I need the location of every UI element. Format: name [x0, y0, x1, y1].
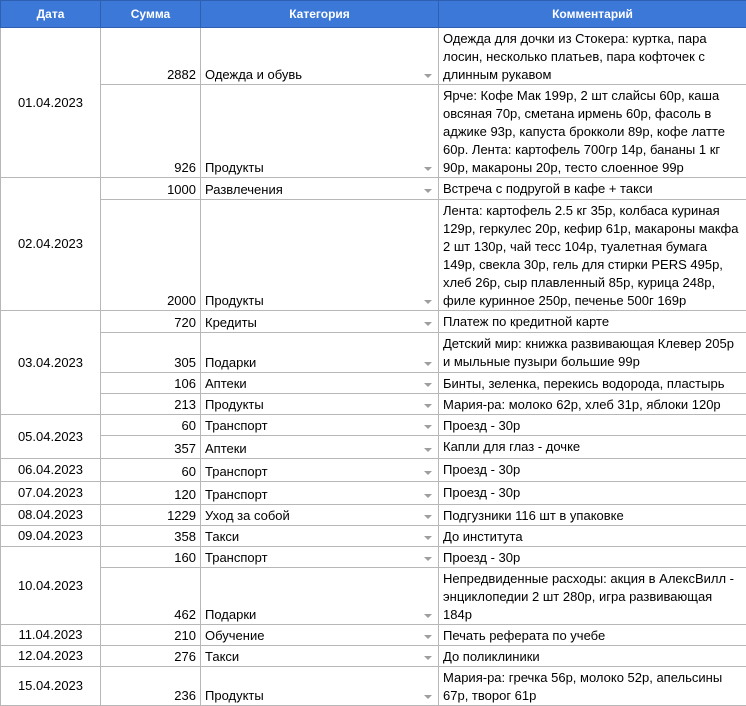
dropdown-arrow-icon[interactable] [424, 656, 432, 660]
table-row [1, 568, 746, 625]
table-row [1, 505, 746, 526]
comment-cell[interactable]: Подгузники 116 шт в упаковке [439, 505, 746, 526]
category-label: Кредиты [205, 315, 257, 330]
dropdown-arrow-icon[interactable] [424, 74, 432, 78]
dropdown-arrow-icon[interactable] [424, 425, 432, 429]
dropdown-arrow-icon[interactable] [424, 515, 432, 519]
comment-cell[interactable]: Детский мир: книжка развивающая Клевер 205р и мыльные пузыри большие 99р [439, 333, 746, 373]
category-label: Такси [205, 529, 239, 544]
category-cell[interactable] [201, 394, 439, 415]
date-cell[interactable]: 06.04.2023 [1, 459, 101, 482]
date-cell[interactable]: 10.04.2023 [1, 547, 101, 625]
sum-cell[interactable]: 60 [101, 415, 201, 436]
table-row [1, 667, 746, 706]
category-label: Транспорт [205, 550, 268, 565]
sum-cell[interactable]: 160 [101, 547, 201, 568]
sum-cell[interactable]: 305 [101, 333, 201, 373]
category-cell[interactable] [201, 526, 439, 547]
date-cell[interactable]: 01.04.2023 [1, 28, 101, 178]
category-label: Аптеки [205, 441, 247, 456]
category-cell[interactable] [201, 459, 439, 482]
dropdown-arrow-icon[interactable] [424, 536, 432, 540]
comment-cell[interactable]: Бинты, зеленка, перекись водорода, пластырь [439, 373, 746, 394]
table-row [1, 373, 746, 394]
comment-cell[interactable]: До института [439, 526, 746, 547]
sum-cell[interactable]: 213 [101, 394, 201, 415]
category-label: Подарки [205, 607, 256, 622]
dropdown-arrow-icon[interactable] [424, 614, 432, 618]
category-label: Транспорт [205, 487, 268, 502]
comment-cell[interactable]: Проезд - 30р [439, 482, 746, 505]
sum-cell[interactable]: 210 [101, 625, 201, 646]
sum-cell[interactable]: 462 [101, 568, 201, 625]
comment-cell[interactable]: Печать реферата по учебе [439, 625, 746, 646]
category-label: Транспорт [205, 464, 268, 479]
table-row [1, 526, 746, 547]
comment-cell[interactable]: Платеж по кредитной карте [439, 311, 746, 333]
date-cell[interactable]: 02.04.2023 [1, 178, 101, 311]
table-row [1, 178, 746, 200]
sum-cell[interactable]: 358 [101, 526, 201, 547]
header-sum[interactable]: Сумма [101, 1, 201, 28]
table-row [1, 333, 746, 373]
table-row [1, 482, 746, 505]
table-row [1, 85, 746, 178]
table-row [1, 625, 746, 646]
header-date[interactable]: Дата [1, 1, 101, 28]
sum-cell[interactable]: 236 [101, 667, 201, 706]
category-label: Аптеки [205, 376, 247, 391]
category-cell[interactable] [201, 85, 439, 178]
comment-cell[interactable]: Встреча с подругой в кафе + такси [439, 178, 746, 200]
table-row [1, 646, 746, 667]
category-cell[interactable] [201, 568, 439, 625]
dropdown-arrow-icon[interactable] [424, 635, 432, 639]
sum-cell[interactable]: 926 [101, 85, 201, 178]
sum-cell[interactable]: 357 [101, 436, 201, 459]
category-cell[interactable] [201, 311, 439, 333]
dropdown-arrow-icon[interactable] [424, 322, 432, 326]
table-row [1, 311, 746, 333]
category-cell[interactable] [201, 505, 439, 526]
category-cell[interactable] [201, 436, 439, 459]
dropdown-arrow-icon[interactable] [424, 362, 432, 366]
dropdown-arrow-icon[interactable] [424, 695, 432, 699]
category-cell[interactable] [201, 482, 439, 505]
sum-cell[interactable]: 1000 [101, 178, 201, 200]
date-cell[interactable]: 08.04.2023 [1, 505, 101, 526]
category-cell[interactable] [201, 333, 439, 373]
dropdown-arrow-icon[interactable] [424, 448, 432, 452]
dropdown-arrow-icon[interactable] [424, 167, 432, 171]
date-cell[interactable]: 05.04.2023 [1, 415, 101, 459]
category-label: Продукты [205, 293, 264, 308]
dropdown-arrow-icon[interactable] [424, 189, 432, 193]
category-cell[interactable] [201, 373, 439, 394]
comment-cell[interactable]: Мария-ра: молоко 62р, хлеб 31р, яблоки 120р [439, 394, 746, 415]
dropdown-arrow-icon[interactable] [424, 383, 432, 387]
dropdown-arrow-icon[interactable] [424, 404, 432, 408]
date-cell[interactable]: 15.04.2023 [1, 667, 101, 706]
category-cell[interactable] [201, 415, 439, 436]
category-label: Транспорт [205, 418, 268, 433]
category-label: Развлечения [205, 182, 283, 197]
comment-cell[interactable]: Проезд - 30р [439, 415, 746, 436]
category-cell[interactable] [201, 667, 439, 706]
sum-cell[interactable]: 2882 [101, 28, 201, 85]
category-label: Уход за собой [205, 508, 290, 523]
dropdown-arrow-icon[interactable] [424, 300, 432, 304]
table-row [1, 436, 746, 459]
category-cell[interactable] [201, 625, 439, 646]
sum-cell[interactable]: 276 [101, 646, 201, 667]
dropdown-arrow-icon[interactable] [424, 557, 432, 561]
table-row [1, 28, 746, 85]
sum-cell[interactable]: 2000 [101, 200, 201, 311]
table-row [1, 415, 746, 436]
comment-cell[interactable]: Проезд - 30р [439, 459, 746, 482]
table-row [1, 394, 746, 415]
category-label: Продукты [205, 160, 264, 175]
category-label: Продукты [205, 688, 264, 703]
dropdown-arrow-icon[interactable] [424, 494, 432, 498]
category-label: Подарки [205, 355, 256, 370]
category-label: Одежда и обувь [205, 67, 302, 82]
comment-cell[interactable]: Непредвиденные расходы: акция в АлексВилл - энциклопедии 2 шт 280р, игра развивающая 184р [439, 568, 746, 625]
sum-cell[interactable]: 1229 [101, 505, 201, 526]
category-label: Продукты [205, 397, 264, 412]
header-comment[interactable]: Комментарий [439, 1, 746, 28]
category-cell[interactable] [201, 178, 439, 200]
sum-cell[interactable]: 106 [101, 373, 201, 394]
date-cell[interactable]: 12.04.2023 [1, 646, 101, 667]
header-category[interactable]: Категория [201, 1, 439, 28]
table-row [1, 200, 746, 311]
sum-cell[interactable]: 720 [101, 311, 201, 333]
category-cell[interactable] [201, 28, 439, 85]
comment-cell[interactable]: Ярче: Кофе Мак 199р, 2 шт слайсы 60р, каша овсяная 70р, сметана ирмень 60р, фасоль в аджике 93р, капуста брокколи 89р, кофе латте 60р. Лента: картофель 700гр 14р, бананы 1 кг 90р, макароны 20р, тесто слоенное 99р [439, 85, 746, 178]
date-cell[interactable]: 09.04.2023 [1, 526, 101, 547]
category-cell[interactable] [201, 547, 439, 568]
comment-cell[interactable]: Мария-ра: гречка 56р, молоко 52р, апельсины 67р, творог 61р [439, 667, 746, 706]
header-row [1, 1, 746, 28]
category-label: Такси [205, 649, 239, 664]
table-row [1, 547, 746, 568]
comment-cell[interactable]: До поликлиники [439, 646, 746, 667]
table-row [1, 459, 746, 482]
category-cell[interactable] [201, 646, 439, 667]
dropdown-arrow-icon[interactable] [424, 471, 432, 475]
category-label: Обучение [205, 628, 264, 643]
comment-cell[interactable]: Одежда для дочки из Стокера: куртка, пара лосин, несколько платьев, пара кофточек с длинным рукавом [439, 28, 746, 85]
date-cell[interactable]: 07.04.2023 [1, 482, 101, 505]
date-cell[interactable]: 11.04.2023 [1, 625, 101, 646]
category-cell[interactable] [201, 200, 439, 311]
sum-cell[interactable]: 120 [101, 482, 201, 505]
date-cell[interactable]: 03.04.2023 [1, 311, 101, 415]
sum-cell[interactable]: 60 [101, 459, 201, 482]
comment-cell[interactable]: Капли для глаз - дочке [439, 436, 746, 459]
comment-cell[interactable]: Проезд - 30р [439, 547, 746, 568]
comment-cell[interactable]: Лента: картофель 2.5 кг 35р, колбаса куриная 129р, геркулес 20р, кефир 61р, макароны макфа 2 шт 130р, чай тесс 104р, туалетная бумага 149р, свекла 30р, гель для стирки PERS 495р, хлеб 26р, сыр плавленный 85р, курица 248р, филе куринное 250р, печенье 500г 169р [439, 200, 746, 311]
